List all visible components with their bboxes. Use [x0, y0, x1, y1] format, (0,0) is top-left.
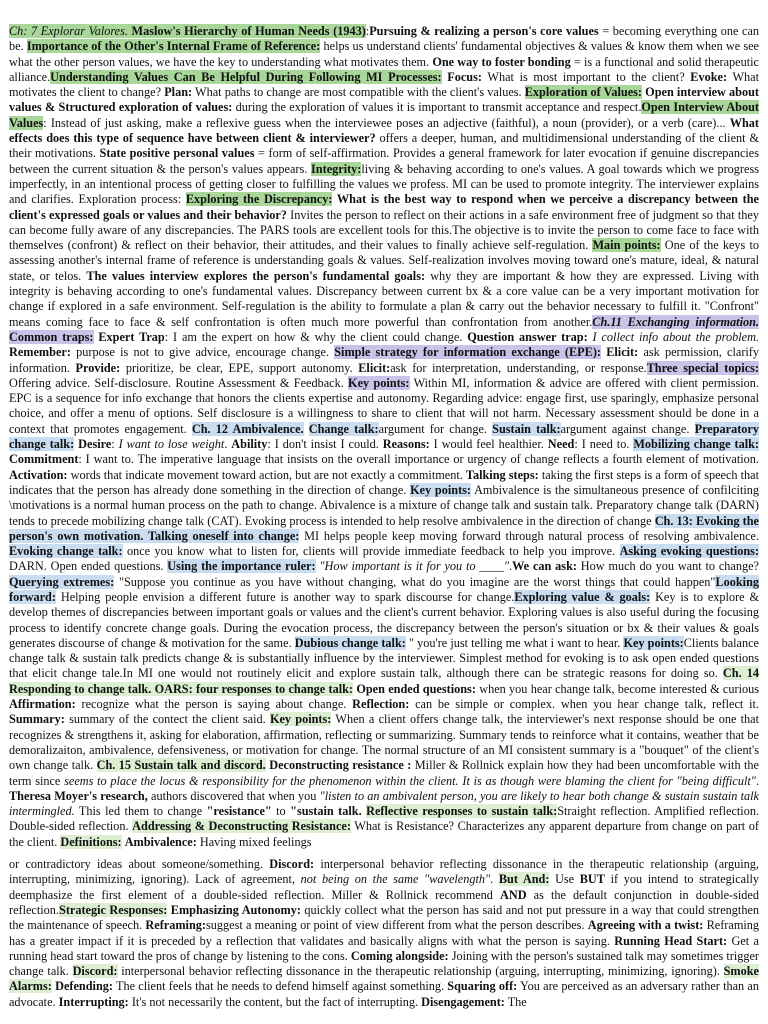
text-run: Open interview about values & Structured exploration of values: [9, 85, 759, 115]
text-run: to [271, 804, 291, 819]
text-run: ask for interpretation, understanding, or response. [390, 360, 647, 375]
text-run: not being on the same "wavelength" [300, 872, 491, 887]
text-run: Miller & Rollnick explain how they had been uncomfortable with the term since [9, 758, 759, 788]
text-run: as the default conjunction in double-sided reflection. [9, 887, 759, 917]
text-run: The values interview explores the person's fundamental goals: [86, 268, 426, 283]
text-run: Elicit: [358, 360, 391, 375]
text-run: Provide: [75, 360, 121, 375]
text-run: . [224, 437, 232, 452]
text-run: : [111, 437, 119, 452]
highlighted-text-run: Exploring value & goals: [514, 589, 651, 604]
highlighted-text-run: Ch.11 Exchanging information. [592, 314, 759, 329]
text-run: What is Resistance? Characterizes any apparent departure from change on part of the client. [9, 819, 759, 849]
text-run: Key is to explore & develop themes of discrepancies between important goals or values and the client's current behavior. Exploring values is also useful during the focusing process to identify concrete change goals. During the evocation process, the discrepancy between the person's situation or bx & their values & goals generates discourse of change & motivation for the same. [9, 589, 760, 650]
text-run: I want to lose weight [118, 437, 225, 452]
highlighted-text-run: Definitions: [60, 834, 122, 849]
text-run: = becoming everything one can be. [9, 24, 760, 54]
text-run: suggest a meaning or point of view different from what the person describes. [205, 918, 588, 933]
text-run: argument for change. [378, 421, 493, 436]
text-run: Deconstructing resistance : [269, 758, 412, 773]
text-run: Get a running head start toward the pros of change by listening to the cons. [9, 933, 759, 963]
highlighted-text-run: Key points: [410, 482, 472, 497]
text-run: during the exploration of values it is important to transmit acceptance and respect. [232, 100, 642, 115]
text-run: Interrupting: [58, 994, 129, 1009]
highlighted-text-run: Using the importance ruler: [167, 559, 316, 574]
text-run: Pursuing & realizing a person's core values [369, 24, 599, 38]
text-run: Reframing: [145, 918, 206, 933]
highlighted-text-run: Querying extremes: [9, 574, 115, 589]
paragraph [9, 857, 759, 1010]
text-run: Offering advice. Self-disclosure. Routine Assessment & Feedback. [9, 375, 349, 390]
highlighted-text-run: Dubious change talk: [294, 635, 406, 650]
text-run: can be simple or complex. when you hear change talk, reflect it. [409, 697, 759, 712]
text-run: interpersonal behavior reflecting dissonance in the therapeutic relationship (arguing, interrupting, minimizing, ignoring). Lack of agreement, [9, 857, 759, 887]
highlighted-text-run: Ch: 7 Explorar Valores. [9, 24, 128, 38]
text-run: Reframing has a greater impact if it is preceded by a reflection that validates and basically aligns with what the person is saying. [9, 918, 760, 948]
text-run: "sustain talk. [290, 804, 362, 819]
highlighted-text-run: Addressing & Deconstructing Resistance: [132, 819, 351, 834]
text-run: Summary: [9, 712, 65, 727]
text-run: Theresa Moyer's research, [9, 788, 148, 803]
text-run: What effects does this type of sequence have between client & interviewer? [9, 115, 759, 146]
text-run: when you hear change talk, become interested & curious [475, 681, 759, 696]
highlighted-text-run: Mobilizing change talk: [633, 437, 759, 452]
highlighted-text-run: Exploration of Values: [524, 85, 643, 100]
text-run: : [365, 24, 370, 38]
text-run: Reflection: [352, 697, 410, 712]
text-run: Agreeing with a twist: [587, 918, 704, 933]
text-run: interpersonal behavior reflecting dissonance in the therapeutic relationship (arguing, interrupting, minimizing, ignoring). [117, 964, 724, 979]
text-run [304, 422, 309, 436]
highlighted-text-run: Integrity: [311, 161, 362, 176]
text-run: . [509, 559, 513, 574]
text-run: I collect info about the problem. [592, 329, 759, 344]
highlighted-text-run: Ch. 14 Responding to change talk. OARS: four responses to change talk: [9, 666, 759, 696]
text-run: Remember: [9, 345, 71, 360]
text-run: : I want to. The imperative language that insists on the overall importance or urgency of change reflects a fourth element of motivation. [78, 452, 759, 467]
text-run: MI helps people keep moving forward through natural process of resolving ambivalence. [299, 528, 760, 543]
highlighted-text-run: Asking evoking questions: [619, 544, 760, 559]
text-run: Joining with the person's sustained talk may sometimes trigger change talk. [9, 948, 759, 979]
text-run: When a client offers change talk, the interviewer's next response should be one that recognizes & strengthens it, asking for elaboration, affirmation, reflecting or summarizing. Summary tends to reinforce what it contains, weather that be demoralizaiton, ambivalence, defensiveness, or motivation for change. The normal structure of an MI consistent summary is a "bouquet" of the client's own change talk. [9, 712, 760, 773]
text-run: = is a functional and solid therapeutic alliance. [9, 54, 759, 84]
text-run: taking the first steps is a form of speech that indicates that the person has already done something in the direction of change. [9, 467, 760, 497]
text-run: Discord: [269, 857, 315, 872]
text-run: . [490, 872, 499, 887]
text-run: Activation: [9, 467, 68, 482]
text-run: Plan: [164, 85, 193, 100]
text-run: This led them to change [74, 804, 207, 819]
highlighted-text-run: Open Interview About Values [9, 100, 760, 130]
text-run: " you're just telling me what i want to hear. [405, 635, 624, 650]
text-run: You are perceived as an adversary rather than an advocate. [9, 979, 759, 1009]
highlighted-text-run: Sustain talk: [492, 421, 561, 436]
text-run: BUT [579, 872, 605, 887]
highlighted-text-run: Three special topics: [646, 360, 759, 375]
text-run: : I am the expert on how & why the client could change. [164, 329, 468, 344]
text-run: Invites the person to reflect on their actions in a safe environment free of judgment so that they can become fully aware of any discrepancies. The PARS tools are excellent tools for this.The objective is to invite the person to come face to face with themselves (confront) & reflect on their behavior, their attitudes, and their values to finally achieve self-regulation. [9, 207, 759, 253]
text-run: "listen to an ambivalent person, you are likely to hear both change & sustain sustain talk intermingled. [9, 788, 759, 819]
text-run: What is most important to the client? [481, 69, 691, 84]
text-run: Emphasizing Autonomy: [170, 902, 301, 917]
highlighted-text-run: Maslow's Hierarchy of Human Needs (1943) [127, 24, 366, 38]
text-run: What is the best way to respond when we perceive a discrepancy between the client's expressed goals or values and their behavior? [9, 192, 759, 222]
text-run: Ability [231, 437, 268, 452]
text-run: Affirmation: [9, 697, 76, 712]
highlighted-text-run: Ch. 12 Ambivalence. [191, 421, 304, 436]
text-run: purpose is not to give advice, encourage change. [70, 345, 335, 360]
text-run: Within MI, information & advice are offered with client permission. EPC is a sequence for info exchange that honors the clients expertise and autonomy. Regarding advice: engage first, use sparingly, emphasize personal choice, and offer a menu of options. Self disclosure is a willingness to share to client that will not harm. Necessary assessment should be done in a context that promotes engagement. [9, 375, 759, 436]
highlighted-text-run: Key points: [348, 375, 410, 390]
text-run: "How important is it for you to ____" [319, 559, 510, 574]
paragraph [9, 24, 759, 850]
text-run: Reasons: [382, 437, 430, 452]
text-run: Ambivalence is the simultaneous presence of confilciting \motivations is a normal human process on the path to change. Abivalence is a mixture of change talk and sustain talk. Preparatory change talk (DARN) tends to precede mobilizing change talk (CAT). Evoking process is intended to help resolve ambivalence in the direction of change [9, 482, 760, 528]
highlighted-text-run: Strategic Responses: [59, 902, 168, 917]
text-run: State positive personal values [99, 146, 255, 161]
highlighted-text-run: Ch. 15 Sustain talk and discord. [96, 758, 266, 773]
text-run: . [755, 773, 760, 788]
text-run: summary of the contect the client said. [64, 712, 270, 727]
text-run: once you know what to listen for, clients will provide immediate feedback to help you improve. [122, 544, 620, 559]
text-run: Evoke: [690, 69, 728, 84]
text-run: I would feel healthier. [429, 437, 548, 452]
text-run: AND [500, 887, 527, 902]
text-run: = form of self-affirmation. Provides a general framework for later evocation if genuine discrepancies between the current situation & the person's values appears. [9, 146, 760, 176]
highlighted-text-run: Ch. 13: Evoking the person's own motivation. Talking oneself into change: [9, 513, 759, 543]
text-run: Focus: [447, 69, 482, 84]
text-run: if you intend to strategically deemphasize the first element of a double-sided reflection. Miller & Rollnick recommend [9, 872, 759, 902]
text-run: "Suppose you continue as you have without changing, what do you imagine are the worst things that could happen" [114, 574, 716, 589]
highlighted-text-run: Change talk: [308, 421, 379, 436]
text-run: Coming alongside: [350, 948, 449, 963]
text-run: recognize what the person is saying about change. [75, 697, 353, 712]
text-run: How much do you want to change? [576, 559, 759, 574]
highlighted-text-run: Exploring the Discrepancy: [185, 192, 333, 207]
text-run: Elicit: [606, 345, 639, 360]
text-run: We can ask: [512, 559, 577, 574]
text-run: What motivates the client to change? [9, 69, 760, 100]
text-run: Running Head Start: [614, 933, 728, 948]
highlighted-text-run: Main points: [592, 238, 661, 253]
text-run: helps us understand clients' fundamental objectives & values & know them when we see what the other person values, we have the key to understanding what motivates them. [9, 39, 759, 69]
text-run: The client feels that he needs to defend himself against something. [112, 979, 448, 994]
text-run: Straight reflection. Amplified reflection. Double-sided reflection. [9, 804, 760, 834]
text-run: Expert Trap [98, 329, 165, 344]
text-run: argument against change. [560, 421, 695, 436]
text-run: Squaring off: [447, 979, 518, 994]
text-run: Defending: [55, 979, 113, 994]
text-run: One way to foster bonding [432, 54, 571, 69]
text-run: Ambivalence: [124, 834, 197, 849]
text-run: DARN. Open ended questions. [9, 559, 168, 574]
highlighted-text-run: But And: [498, 872, 550, 887]
text-run: ask permission, clarify information. [9, 345, 760, 375]
text-run: Helping people envision a different future is another way to spark discourse for change. [55, 589, 515, 604]
text-run: What paths to change are most compatible with the client's values. [192, 85, 525, 100]
highlighted-text-run: Evoking change talk: [9, 544, 123, 559]
text-run: Having mixed feelings [196, 834, 312, 849]
text-run: : I need to. [574, 437, 634, 452]
text-run: The [504, 994, 527, 1009]
highlighted-text-run: Key points: [623, 635, 684, 650]
text-run: One of the keys to assessing another's internal frame of reference is understanding goals & values. Self-realization involves moving toward one's mature, ideal, & natural state, or telos. [9, 238, 760, 283]
highlighted-text-run: Understanding Values Can Be Helpful During Following MI Processes: [50, 69, 442, 84]
text-run: Question answer trap: [467, 329, 588, 344]
text-run: offers a deeper, human, and multidimensional understanding of the client & their motivations. [9, 131, 759, 161]
text-run: : Instead of just asking, make a reflexive guess when the interviewee poses an adjective (faithful), a noun (provider), or a verb (care)... [43, 115, 730, 130]
text-run: Need [547, 437, 575, 452]
highlighted-text-run: Importance of the Other's Internal Frame of Reference: [26, 39, 321, 54]
text-run: "resistance" [206, 804, 272, 819]
text-run: authors discovered that when you [147, 788, 320, 803]
text-run: Commitment [9, 452, 79, 467]
highlighted-text-run: Looking forward: [9, 574, 760, 604]
text-run: Use [549, 872, 580, 887]
text-run: : I don't insist I could. [267, 437, 383, 452]
text-run: prioritize, be clear, EPE, support autonomy. [120, 360, 359, 375]
highlighted-text-run: Common traps: [9, 329, 94, 344]
text-run: Talking steps: [465, 467, 539, 482]
highlighted-text-run: Reflective responses to sustain talk: [366, 804, 558, 819]
text-run: living & behaving according to one's values. A goal towards which we progress imperfectly, in an intentional process of getting closer to fulfilling the values we profess. MI can be used to promote integrity. The interviewer explains and clarifies. Exploration process: [9, 161, 759, 207]
text-run: quickly collect what the person has said and not put pressure in a way that could strengthen the maintenance of speech. [9, 902, 760, 933]
text-run: Disengagement: [421, 994, 505, 1009]
text-run: It's not necessarily the content, but the fact of interrupting. [128, 994, 422, 1009]
highlighted-text-run: Preparatory change talk: [9, 421, 759, 452]
highlighted-text-run: Key points: [269, 712, 332, 727]
text-run: Open ended questions: [356, 681, 476, 696]
highlighted-text-run: Simple strategy for information exchange (EPE): [334, 345, 601, 360]
text-run: Clients balance change talk & sustain talk predicts change & is substantially influence by the interviewer. Simplest method for evoking is to ask open ended questions that elicit change tale.In MI one would not routinely elicit and explore sustain talk, although there can be strategic reasons for doing so. [9, 635, 759, 681]
text-run: or contradictory ideas about someone/something. [9, 857, 270, 872]
text-run: seems to place the locus & responsibility for the phenomenon within the client. It is as though were blaming the client for "being difficult" [64, 773, 756, 788]
text-run: why they are important & how they are expressed. Living with integrity is behaving according to one's fundamental values. Discrepancy between current bx & a core value can be a very important motivation for change if explored in a safe environment. Self-regulation is the ability to formulate a plan & carry out the behavior necessary to fulfill it. "Confront" means coming face to face & self confrontation is often much more powerful than confrontation from another. [9, 268, 759, 329]
highlighted-text-run: Smoke Alarms: [9, 964, 759, 994]
text-run: Desire [78, 437, 112, 452]
text-run: words that indicate movement toward action, but are not exactly a commitment. [67, 467, 466, 482]
highlighted-text-run: Discord: [72, 964, 118, 979]
